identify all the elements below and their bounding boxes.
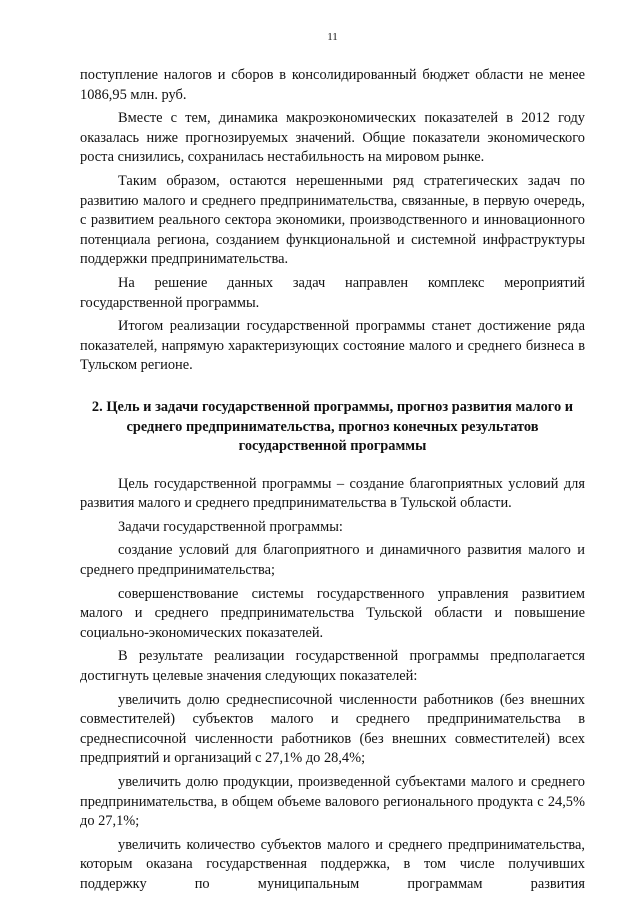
paragraph-continuation: поступление налогов и сборов в консолидированный бюджет области не менее 1086,95 млн. руб. — [80, 67, 585, 103]
paragraph-task-1: создание условий для благоприятного и динамичного развития малого и среднего предпринимательства; — [80, 542, 585, 579]
paragraph-task-2: совершенствование системы государственного управления развитием малого и среднего предпринимательства Тульской области и повышение социально-экономических показателей. — [80, 585, 585, 641]
paragraph-unsolved-tasks: Таким образом, остаются нерешенными ряд стратегических задач по развитию малого и среднего предпринимательства, связанные, в первую очередь, с развитием реального сектора экономики, производственного и инновационного потенциала региона, созданием функциональной и системной инфраструктуры поддержки предпринимательства. — [80, 172, 585, 268]
paragraph-expected-results: В результате реализации государственной программы предполагается достигнуть целевые значения следующих показателей: — [80, 648, 585, 685]
paragraph-indicator-support: увеличить количество субъектов малого и среднего предпринимательства, которым оказана государственная поддержка, в том числе получивших поддержку по муниципальным программам развития — [80, 836, 585, 892]
paragraph-tasks-title: Задачи государственной программы: — [118, 518, 343, 535]
paragraph-indicator-production: увеличить долю продукции, произведенной субъектами малого и среднего предпринимательства, в общем объеме валового регионального продукта с 24,5% до 27,1%; — [80, 774, 585, 830]
document-body — [80, 66, 585, 899]
page-number: 11 — [327, 31, 338, 43]
document-page — [80, 0, 585, 905]
paragraph-indicator-employment: увеличить долю среднесписочной численности работников (без внешних совместителей) субъектов малого и среднего предпринимательства в среднесписочной численности работников (без внешних совместителей) всех предприятий и организаций с 27,1% до 28,4%; — [80, 691, 585, 767]
section-heading: 2. Цель и задачи государственной программы, прогноз развития малого и среднего предпринимательства, прогноз конечных результатов государственной программы — [91, 398, 574, 455]
paragraph-program-goal: Цель государственной программы – создание благоприятных условий для развития малого и среднего предпринимательства в Тульской области. — [80, 475, 585, 512]
paragraph-program-measures: На решение данных задач направлен комплекс мероприятий государственной программы. — [80, 274, 585, 311]
paragraph-macro-dynamics: Вместе с тем, динамика макроэкономических показателей в 2012 году оказалась ниже прогнозируемых значений. Общие показатели экономического роста снизились, сохранилась нестабильность на мировом рынке. — [80, 110, 585, 166]
paragraph-program-result: Итогом реализации государственной программы станет достижение ряда показателей, напрямую характеризующих состояние малого и среднего бизнеса в Тульском регионе. — [80, 318, 585, 374]
